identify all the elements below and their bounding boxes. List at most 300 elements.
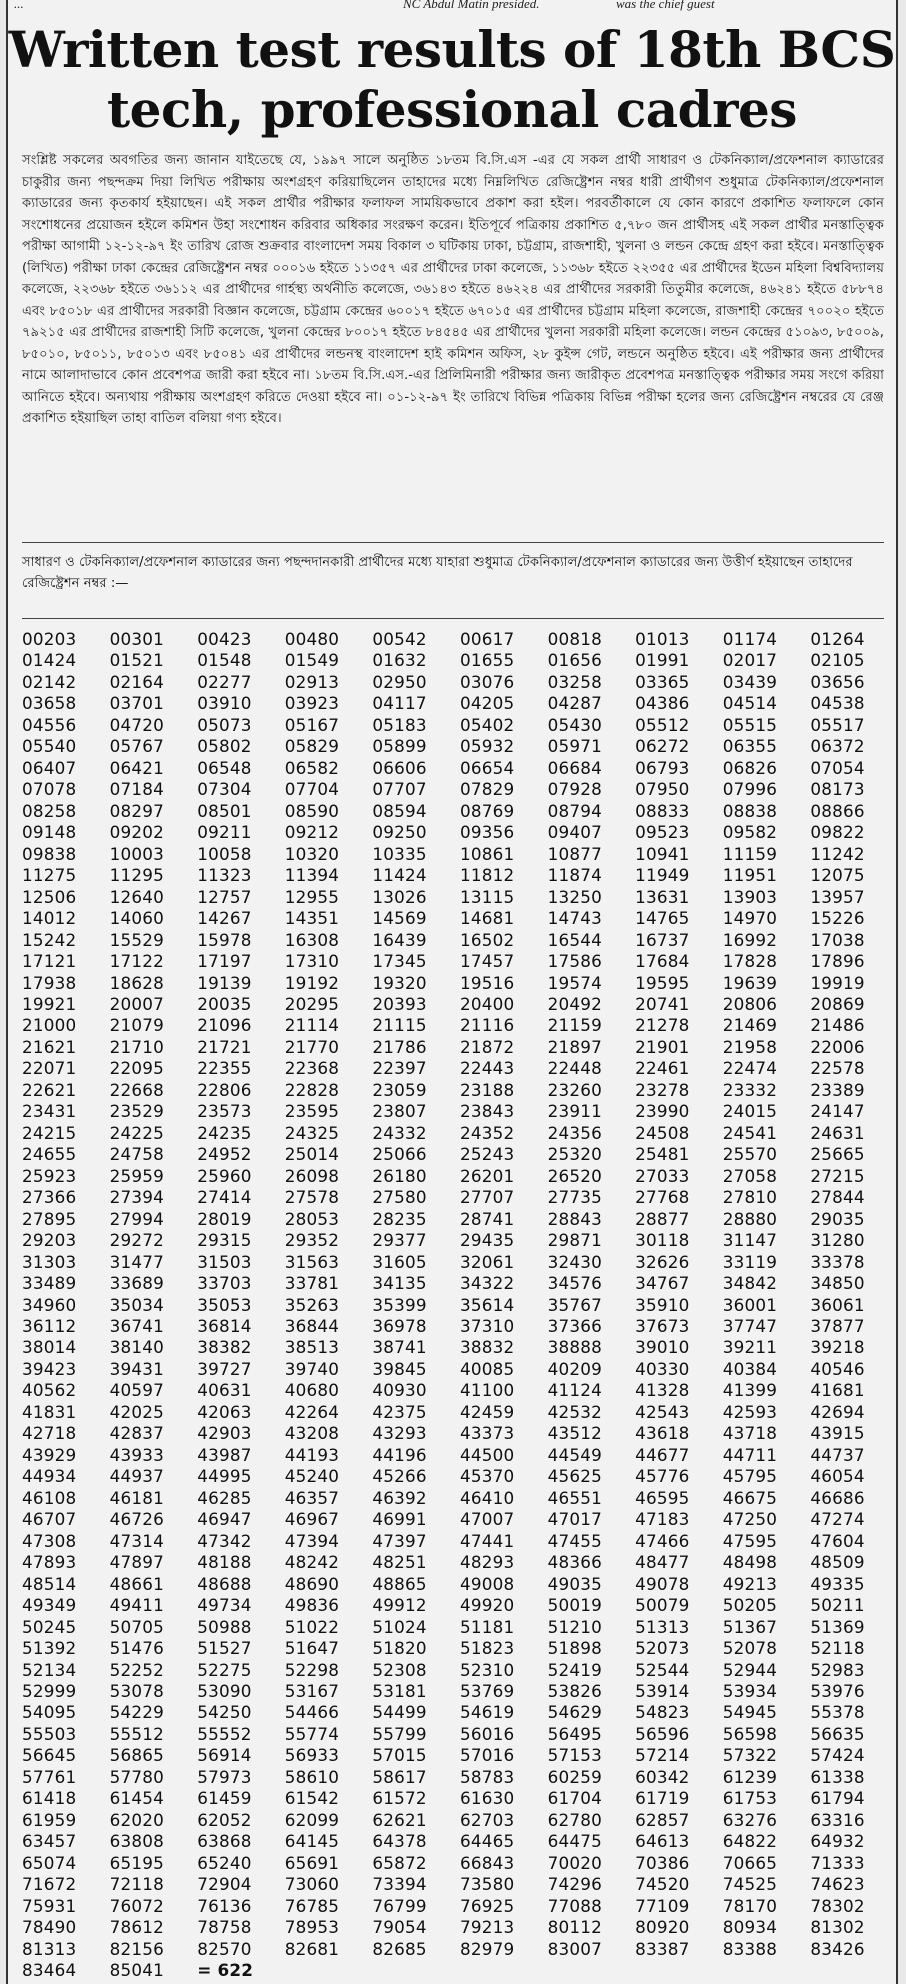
registration-number: 17457 [459,951,515,972]
registration-number: 38014 [22,1337,77,1358]
registration-number: 61959 [22,1809,77,1830]
registration-number: 07707 [372,779,427,800]
registration-number: 83007 [547,1938,602,1959]
registration-number: 47897 [109,1552,164,1573]
registration-number: 56635 [810,1723,865,1744]
registration-number: 48865 [372,1573,427,1594]
registration-number: 47342 [197,1530,252,1551]
registration-number: 22448 [547,1058,602,1079]
registration-number: 24147 [810,1101,865,1122]
registration-number: 42459 [459,1401,515,1422]
registration-number: 40085 [459,1358,515,1379]
registration-number: 74296 [547,1874,602,1895]
registration-number: 40209 [547,1358,602,1379]
registration-number: 00301 [109,629,164,649]
registration-number: 64932 [810,1831,865,1852]
registration-number: 24356 [547,1122,602,1143]
registration-number: 03439 [722,671,778,692]
registration-number: 65691 [284,1852,340,1873]
registration-number: 62052 [197,1809,252,1830]
registration-number: 53976 [810,1680,865,1701]
registration-number: 46285 [197,1487,252,1508]
registration-number: 61418 [22,1788,77,1809]
registration-number: 46947 [197,1509,252,1530]
registration-number: 23595 [284,1101,340,1122]
registration-number: 41399 [722,1380,778,1401]
registration-number: 05829 [284,736,340,757]
registration-number: 06654 [459,757,515,778]
registration-number: 05183 [372,714,427,735]
registration-number: 37877 [810,1316,865,1336]
registration-number: 29435 [459,1230,515,1251]
registration-number: 83387 [635,1938,690,1959]
registration-number: 70665 [722,1852,778,1873]
registration-number: 61459 [197,1788,252,1809]
registration-number: 44549 [547,1444,602,1465]
registration-number: 44193 [284,1444,340,1465]
registration-number: 33378 [810,1251,865,1272]
registration-number: 48251 [372,1552,427,1573]
registration-number: 63316 [810,1809,865,1830]
registration-number: 10320 [284,843,340,864]
registration-number: 25959 [109,1165,164,1186]
registration-number: 57214 [635,1745,690,1766]
registration-number: 34135 [372,1273,427,1294]
registration-number: 14267 [197,908,252,929]
registration-number: 17586 [547,951,602,972]
registration-number: 48366 [547,1552,602,1573]
registration-number: 36844 [284,1316,340,1336]
registration-number: 42025 [109,1401,164,1422]
registration-number: 17684 [635,951,690,972]
registration-number: 48293 [459,1552,515,1573]
registration-number: 63868 [197,1831,252,1852]
registration-number: 29272 [109,1230,164,1251]
registration-number: 05402 [459,714,515,735]
registration-number: 08833 [635,800,690,821]
registration-number: 50988 [197,1616,252,1637]
registration-number: 42694 [810,1401,865,1422]
registration-number: 35053 [197,1294,252,1315]
registration-number: 17310 [284,951,340,972]
registration-number: 46357 [284,1487,340,1508]
registration-number: 08501 [197,800,252,821]
registration-number: 62857 [635,1809,690,1830]
registration-number: 56495 [547,1723,602,1744]
registration-number: 83464 [22,1960,77,1981]
registration-number: 40546 [810,1358,865,1379]
registration-number: 12955 [284,886,340,907]
registration-number: 28053 [284,1208,340,1229]
registration-number: 21721 [197,1036,252,1057]
registration-number: 07054 [810,757,865,778]
registration-number: 51898 [547,1638,602,1659]
registration-number: 61572 [372,1788,427,1809]
registration-number: 05767 [109,736,164,757]
registration-number: 03656 [810,671,865,692]
registration-number: 77109 [635,1895,690,1916]
registration-number: 16502 [459,929,515,950]
registration-number: 15226 [810,908,865,929]
registration-number: 28235 [372,1208,427,1229]
registration-number: 82979 [459,1938,515,1959]
registration-number: 51476 [109,1638,164,1659]
registration-number: 02164 [109,671,164,692]
registration-number: 24215 [22,1122,77,1143]
registration-number: 18628 [109,972,164,993]
registration-number: 11424 [372,865,427,886]
registration-number: 46686 [810,1487,865,1508]
previous-article-cut-text [8,0,896,14]
registration-number: 37673 [635,1316,690,1336]
registration-number: 09582 [722,822,778,843]
registration-number: 21115 [372,1015,427,1036]
registration-number: 58617 [372,1766,427,1787]
registration-number: 44995 [197,1466,252,1487]
registration-number: 29203 [22,1230,77,1251]
registration-number: 09523 [635,822,690,843]
registration-number: 27215 [810,1165,865,1186]
registration-number: 64475 [547,1831,602,1852]
registration-number: 22443 [459,1058,515,1079]
registration-number: 82156 [109,1938,164,1959]
registration-number: 51181 [459,1616,515,1637]
registration-number: 43512 [547,1423,602,1444]
cut-text-middle: NC Abdul Matin presided. [403,0,540,11]
registration-number: 17345 [372,951,427,972]
registration-number: 23431 [22,1101,77,1122]
registration-number: 48514 [22,1573,77,1594]
registration-number: 11275 [22,865,77,886]
registration-number: 07304 [197,779,252,800]
registration-number: 17828 [722,951,778,972]
registration-number: 11323 [197,865,252,886]
registration-number: 56598 [722,1723,778,1744]
registration-number: 27578 [284,1187,340,1208]
registration-number: 19192 [284,972,340,993]
registration-number: 11951 [722,865,778,886]
registration-number: 25923 [22,1165,77,1186]
registration-number: 71672 [22,1874,77,1895]
registration-number: 14765 [635,908,690,929]
registration-number: 55503 [22,1723,77,1744]
registration-number: 48498 [722,1552,778,1573]
registration-number: 21278 [635,1015,690,1036]
registration-number: 04386 [635,693,690,714]
registration-number: 52298 [284,1659,340,1680]
registration-number: 37366 [547,1316,602,1336]
registration-number: 61454 [109,1788,164,1809]
registration-number: 42718 [22,1423,77,1444]
registration-number: 27895 [22,1208,77,1229]
registration-number: 21786 [372,1036,427,1057]
registration-number: 09822 [810,822,865,843]
registration-number: 44737 [810,1444,865,1465]
registration-number: 27414 [197,1187,252,1208]
registration-number: 20007 [109,993,164,1014]
registration-number: 38741 [372,1337,427,1358]
registration-number: 05540 [22,736,77,757]
registration-number: 17038 [810,929,865,950]
registration-number: 43208 [284,1423,340,1444]
registration-number: 13957 [810,886,865,907]
registration-number: 02142 [22,671,77,692]
registration-number: 64465 [459,1831,515,1852]
registration-number: 08866 [810,800,865,821]
registration-number: 51367 [722,1616,778,1637]
registration-number: 07950 [635,779,690,800]
registration-number: 15529 [109,929,164,950]
registration-number: 13250 [547,886,602,907]
registration-number: 76925 [459,1895,515,1916]
registration-number: 39431 [109,1358,164,1379]
notice-paragraph: সংশ্লিষ্ট সকলের অবগতির জন্য জানান যাইতেছে যে, ১৯৯৭ সালে অনুষ্ঠিত ১৮তম বি.সি.এস -এর যে সকল প্রার্থী সাধারণ ও টেকনিক্যাল/প্রফেশনাল ক্যাডারের চাকুরীর জন্য পছন্দক্রম দিয়া লিখিত পরীক্ষায় অংশগ্রহণ করিয়াছিলেন তাহাদের মধ্যে নিম্নলিখিত রেজিষ্ট্রেশন নম্বর ধারী প্রার্থীগণ শুধুমাত্র টেকনিক্যাল/প্রফেশনাল ক্যাডারের জন্য কৃতকার্য হইয়াছেন। এই সকল প্রার্থীর পরীক্ষার ফলাফল সাময়িকভাবে প্রকাশ করা হইল। পরবর্তীকালে যে কোন কারণে প্রকাশিত ফলাফলে কোন সংশোধনের প্রয়োজন হইলে কমিশন উহা সংশোধন করিবার অধিকার সংরক্ষণ করেন। ইতিপূর্বে পত্রিকায় প্রকাশিত ৫,৭৮০ জন প্রার্থীসহ এই সকল প্রার্থীর মনস্তাত্ত্বিক পরীক্ষা আগামী ১২-১২-৯৭ ইং তারিখ রোজ শুক্রবার বাংলাদেশ সময় বিকাল ৩ ঘটিকায় ঢাকা, চট্টগ্রাম, রাজশাহী, খুলনা ও লন্ডন কেন্দ্রে গ্রহণ করা হইবে। মনস্তাত্ত্বিক (লিখিত) পরীক্ষা ঢাকা কেন্দ্রের রেজিষ্ট্রেশন নম্বর ০০০১৬ হইতে ১১৩৫৭ এর প্রার্থীদের ঢাকা কলেজে, ১১৩৬৮ হইতে ২২৩৫৫ এর প্রার্থীদের ইডেন মহিলা বিশ্ববিদ্যালয় কলেজে, ২২৩৬৮ হইতে ৩৬১১২ এর প্রার্থীদের গার্হস্থ্য অর্থনীতি কলেজে, ৩৬১৪৩ হইতে ৪৬২২৪ এর প্রার্থীদের সরকারী তিতুমীর কলেজে, ৪৬২৪১ হইতে ৫৮৮৭৪ এবং ৮৫০১৮ এর প্রার্থীদের সরকারী বিজ্ঞান কলেজে, চট্টগ্রাম কেন্দ্রের ৬০০১৭ হইতে ৬৭০১৫ এর প্রার্থীদের চট্টগ্রাম মহিলা কলেজে, রাজশাহী কেন্দ্রের ৭০০২০ হইতে ৭৯২১৫ এর প্রার্থীদের রাজশাহী সিটি কলেজে, খুলনা কেন্দ্রের ৮০০১৭ হইতে ৮৪৫৪৫ এর প্রার্থীদের খুলনা সরকারী মহিলা কলেজে। লন্ডন কেন্দ্রের ৫১০৯৩, ৮৫০০৯, ৮৫০১০, ৮৫০১১, ৮৫০১৩ এবং ৮৫০৪১ এর প্রার্থীদের লন্ডনস্থ বাংলাদেশ হাই কমিশন অফিস, ২৮ কুইন্স গেট, লন্ডনে অনুষ্ঠিত হইবে। এই পরীক্ষার জন্য প্রার্থীদের নামে আলাদাভাবে কোন প্রবেশপত্র জারী করা হইবে না। ১৮তম বি.সি.এস.-এর প্রিলিমিনারী পরীক্ষার জন্য জারীকৃত প্রবেশপত্র মনস্তাত্ত্বিক পরীক্ষার সময় সংগে করিয়া আনিতে হইবে। অন্যথায় পরীক্ষায় অংশগ্রহণ করিতে দেওয়া হইবে না। ০১-১২-৯৭ ইং তারিখে বিভিন্ন পত্রিকায় বিভিন্ন পরীক্ষা হলের জন্য রেজিষ্ট্রেশন নম্বরের যে রেঞ্জ প্রকাশিত হইয়াছিল তাহা বাতিল বলিয়া গণ্য হইবে। [22,153,884,426]
registration-number: 09838 [22,843,77,864]
registration-number: 53078 [109,1680,164,1701]
registration-number: 78612 [109,1917,164,1938]
registration-number: 62621 [372,1809,427,1830]
registration-number: 14743 [547,908,602,929]
registration-number: 20492 [547,993,602,1014]
registration-number: 41681 [810,1380,865,1401]
registration-number: 42903 [197,1423,252,1444]
registration-number: 42063 [197,1401,252,1422]
registration-number: 05167 [284,714,340,735]
registration-number: 52544 [635,1659,690,1680]
registration-number: 31563 [284,1251,340,1272]
registration-number: 23529 [109,1101,164,1122]
registration-number: 43929 [22,1444,77,1465]
registration-number: 51820 [372,1638,427,1659]
registration-number: 10941 [635,843,690,864]
registration-number: 11295 [109,865,164,886]
registration-number: 46410 [459,1487,515,1508]
registration-number: 31147 [722,1230,778,1251]
registration-number: 07704 [284,779,340,800]
registration-number: 32061 [459,1251,515,1272]
registration-number: 24352 [459,1122,515,1143]
registration-number: 54250 [197,1702,252,1723]
registration-number: 52275 [197,1659,252,1680]
registration-number: 35910 [635,1294,690,1315]
registration-number: 39740 [284,1358,340,1379]
registration-number: 03910 [197,693,252,714]
registration-number: 52118 [810,1638,865,1659]
registration-number: 47397 [372,1530,427,1551]
registration-number: 09202 [109,822,164,843]
registration-number: 61338 [810,1766,865,1787]
registration-number: 76785 [284,1895,340,1916]
registration-number: 24541 [722,1122,778,1143]
registration-number: 46054 [810,1466,865,1487]
registration-number: 62099 [284,1809,340,1830]
registration-number: 26180 [372,1165,427,1186]
registration-number: 82681 [284,1938,340,1959]
registration-number: 32626 [635,1251,690,1272]
registration-number: 27994 [109,1208,164,1229]
registration-number: 39218 [810,1337,865,1358]
registration-number: 22461 [635,1058,690,1079]
registration-number: 00818 [547,629,602,649]
registration-number: 82685 [372,1938,427,1959]
registration-number: 19639 [722,972,778,993]
registration-number: 61239 [722,1766,778,1787]
registration-number: 25960 [197,1165,252,1186]
registration-number: 02017 [722,650,778,671]
registration-number: 09212 [284,822,340,843]
registration-number: 02105 [810,650,865,671]
registration-number: 01991 [635,650,690,671]
registration-number: 39010 [635,1337,690,1358]
registration-number: 01424 [22,650,77,671]
registration-number: 64145 [284,1831,340,1852]
registration-number: 61794 [810,1788,865,1809]
headline-line-1: Written test results of 18th BCS [8,20,896,79]
registration-number: 08794 [547,800,602,821]
registration-number: 10335 [372,843,427,864]
registration-number: 79054 [372,1917,427,1938]
registration-number: 73394 [372,1874,427,1895]
registration-number: 65872 [372,1852,427,1873]
registration-number: 32430 [547,1251,602,1272]
registration-number: 62780 [547,1809,602,1830]
registration-number: 49349 [22,1595,77,1616]
registration-number: 61630 [459,1788,515,1809]
registration-number: 12075 [810,865,865,886]
registration-number: 06407 [22,757,77,778]
registration-number: 36814 [197,1316,252,1336]
registration-number: 04538 [810,693,865,714]
registration-number: 52308 [372,1659,427,1680]
registration-number: 23332 [722,1079,778,1100]
registration-number: 48242 [284,1552,340,1573]
registration-number: 21159 [547,1015,602,1036]
registration-number: 50205 [722,1595,778,1616]
registration-number: 77088 [547,1895,602,1916]
registration-number: 49411 [109,1595,164,1616]
registration-number: 43373 [459,1423,515,1444]
registration-number: 46967 [284,1509,340,1530]
registration-number: 11159 [722,843,778,864]
registration-number: 17896 [810,951,865,972]
registration-number: 47455 [547,1530,602,1551]
registration-number: 19516 [459,972,515,993]
registration-number: 05073 [197,714,252,735]
registration-number: 21486 [810,1015,865,1036]
registration-number: 61542 [284,1788,340,1809]
registration-number: 06793 [635,757,690,778]
registration-number: 26201 [459,1165,515,1186]
registration-number: 16737 [635,929,690,950]
registration-number: 11394 [284,865,340,886]
registration-number: 61719 [635,1788,690,1809]
registration-number: 14351 [284,908,340,929]
newspaper-page [6,0,898,1984]
registration-number: 03701 [109,693,164,714]
registration-number: 47007 [459,1509,515,1530]
registration-number: 28877 [635,1208,690,1229]
registration-number: 05932 [459,736,515,757]
registration-number: 25481 [635,1144,690,1165]
registration-number: 05515 [722,714,778,735]
registration-number: 33689 [109,1273,164,1294]
registration-number: 19574 [547,972,602,993]
registration-number: 45795 [722,1466,778,1487]
registration-number: 50211 [810,1595,865,1616]
registration-number: 31605 [372,1251,427,1272]
registration-number: 01655 [459,650,515,671]
registration-number: 44196 [372,1444,427,1465]
registration-number: 44937 [109,1466,164,1487]
registration-number: 47893 [22,1552,77,1573]
registration-number: 50245 [22,1616,77,1637]
registration-number: 42532 [547,1401,602,1422]
registration-number: 22668 [109,1079,164,1100]
divider-top [22,542,884,543]
registration-number: 43718 [722,1423,778,1444]
registration-number: 62703 [459,1809,515,1830]
registration-number: 21872 [459,1036,515,1057]
registration-number: 51022 [284,1616,340,1637]
registration-number: 45240 [284,1466,340,1487]
registration-number: 33703 [197,1273,252,1294]
divider-bottom [22,618,884,619]
registration-number: 40562 [22,1380,77,1401]
registration-number: 05517 [810,714,865,735]
registration-number: 57322 [722,1745,778,1766]
registration-number: 05802 [197,736,252,757]
registration-number: 15978 [197,929,252,950]
registration-number: 20400 [459,993,515,1014]
registration-number: 53826 [547,1680,602,1701]
registration-number: 46991 [372,1509,427,1530]
registration-number: 53167 [284,1680,340,1701]
registration-number: 19320 [372,972,427,993]
registration-number: 54466 [284,1702,340,1723]
registration-number: 51369 [810,1616,865,1637]
registration-number: 20393 [372,993,427,1014]
registration-number: 14681 [459,908,515,929]
registration-number: 57015 [372,1745,427,1766]
registration-number: 29377 [372,1230,427,1251]
registration-number: 11242 [810,843,865,864]
registration-number: 27394 [109,1187,164,1208]
registration-number: 40330 [635,1358,690,1379]
registration-number: 61704 [547,1788,602,1809]
cut-text-right: was the chief guest [616,0,715,11]
registration-number: 64822 [722,1831,778,1852]
registration-number: 53934 [722,1680,778,1701]
registration-number: 17121 [22,951,77,972]
registration-number: 40930 [372,1380,427,1401]
registration-number: 27735 [547,1187,602,1208]
registration-number: 63808 [109,1831,164,1852]
registration-number: 45625 [547,1466,602,1487]
registration-number: 44500 [459,1444,515,1465]
registration-number: 04117 [372,693,427,714]
registration-number: 45370 [459,1466,515,1487]
registration-number: 24015 [722,1101,778,1122]
registration-number: 10058 [197,843,252,864]
registration-number: 41124 [547,1380,602,1401]
registration-number: 27707 [459,1187,515,1208]
registration-number: 53769 [459,1680,515,1701]
registration-number: 19139 [197,972,252,993]
registration-number: 52944 [722,1659,778,1680]
registration-number: 21710 [109,1036,164,1057]
registration-number: 61753 [722,1788,778,1809]
registration-number: 33781 [284,1273,340,1294]
